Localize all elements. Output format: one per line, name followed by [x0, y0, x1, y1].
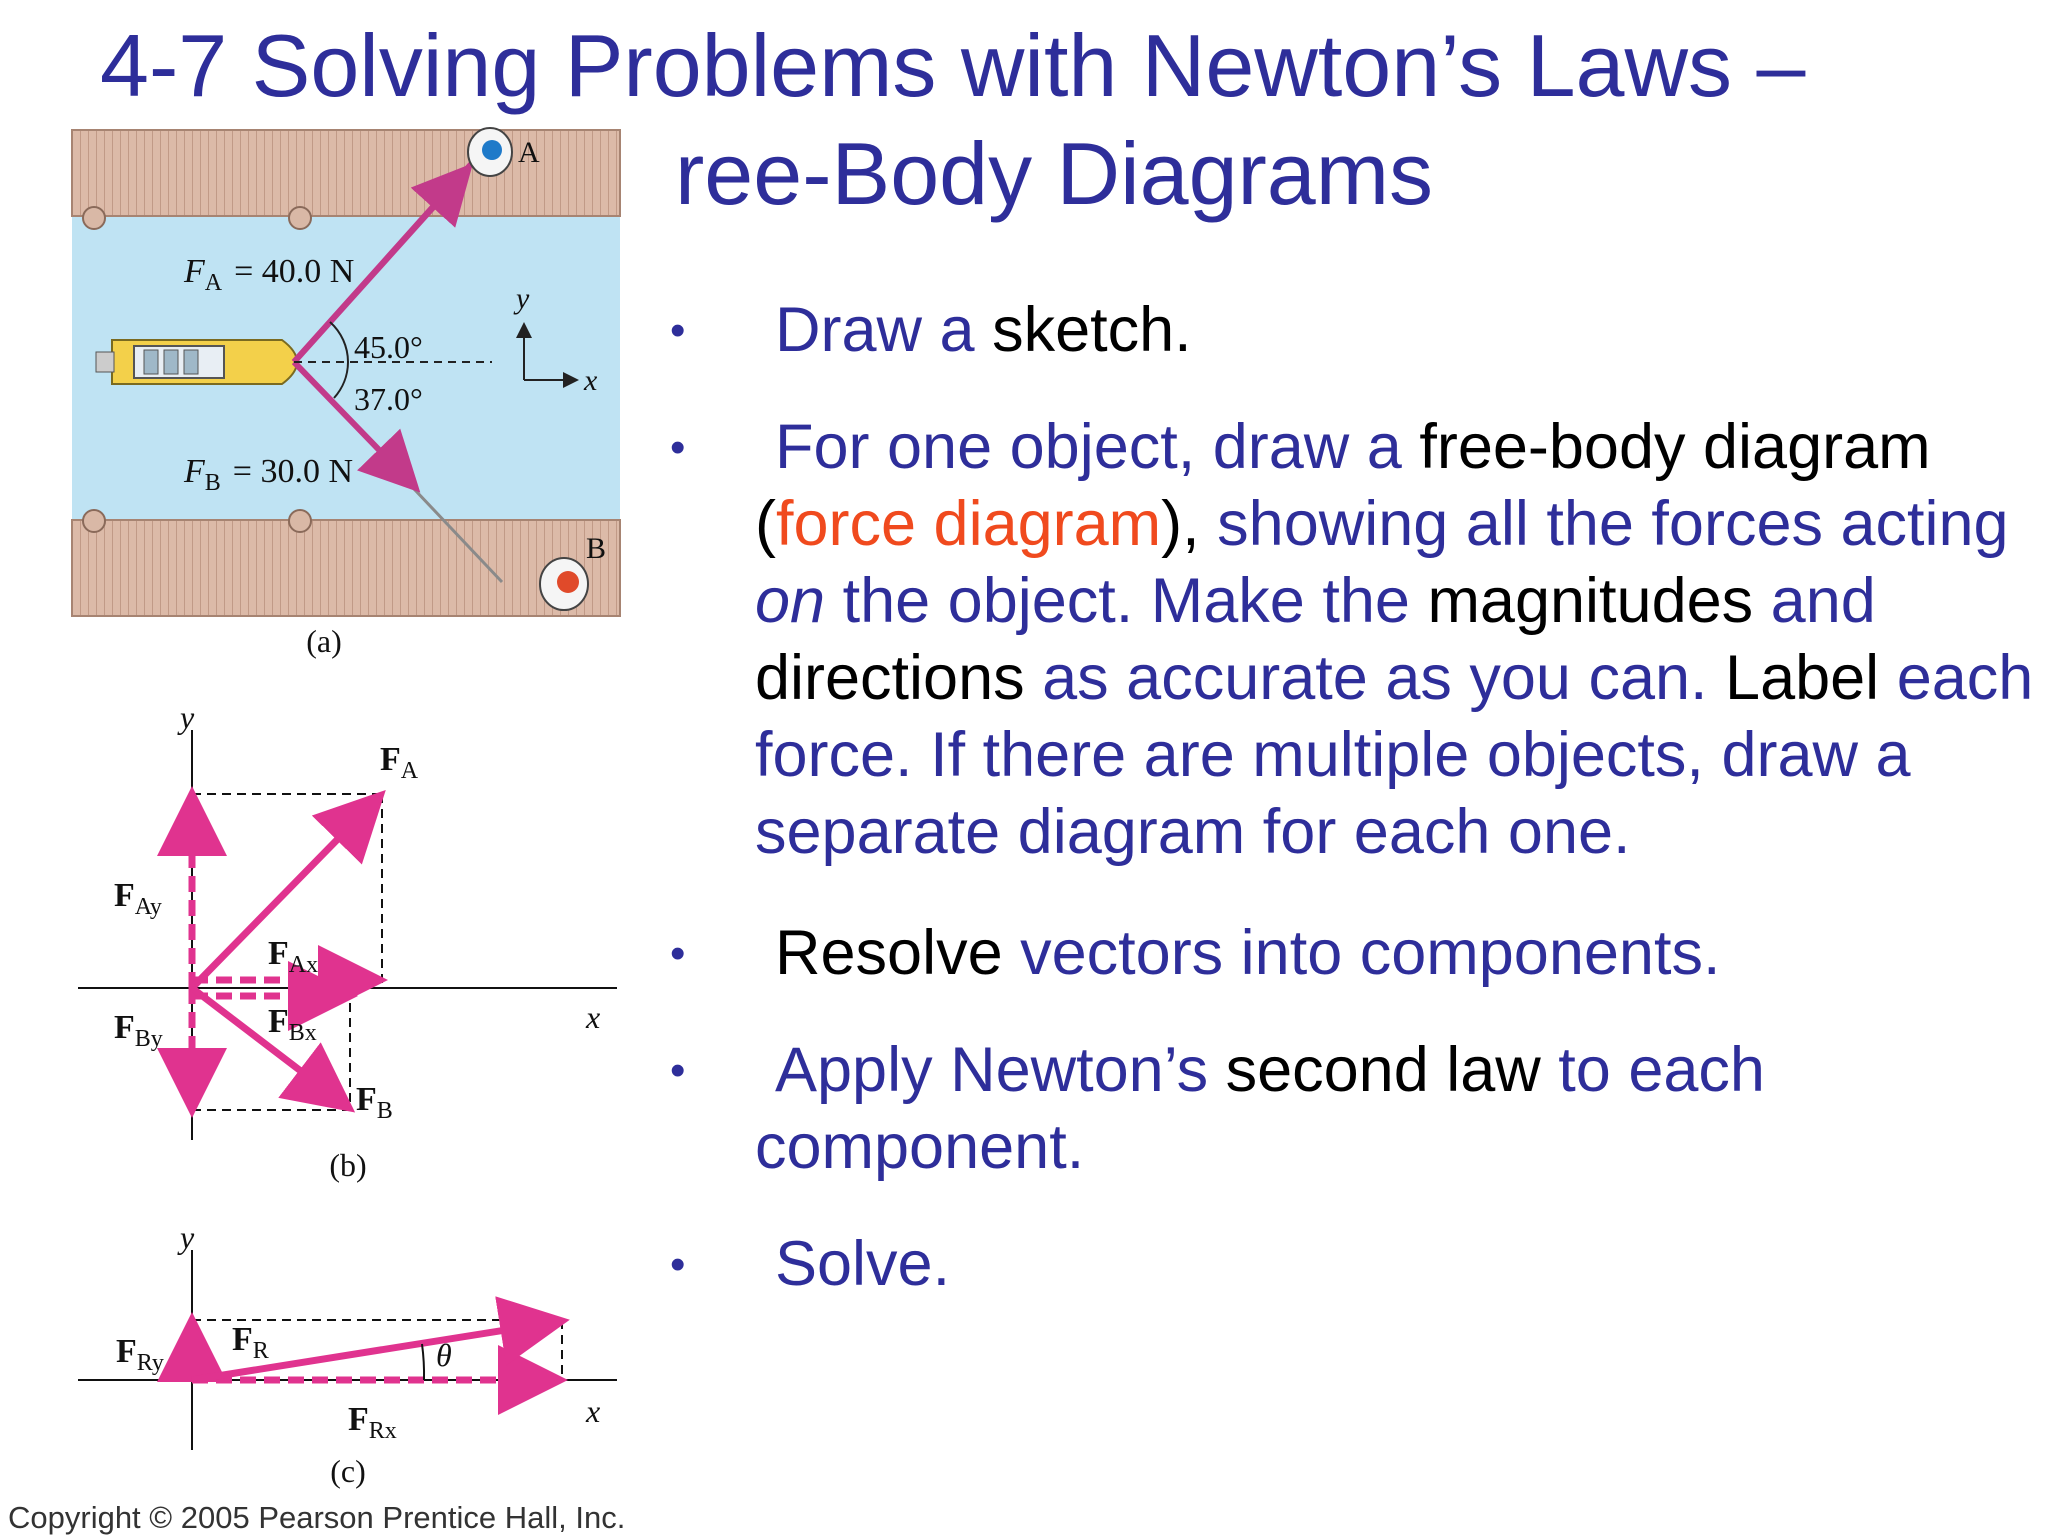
bullet-text: For one object, draw a free-body diagram (force diagram), showing all the forces acting on the object. Make the magnitudes and directions as accurate as you can. Label each force. If there are multiple objects, draw a separate diagram for each one.	[755, 412, 2034, 867]
theta-arc	[422, 1344, 424, 1380]
theta-label: θ	[436, 1337, 452, 1373]
bullet-item-sketch	[670, 292, 2040, 369]
bullet-dot: •	[670, 423, 686, 472]
axis-x-label: x	[584, 364, 598, 397]
bullet-text: Draw a sketch.	[775, 295, 1192, 365]
fb-label: $F_B = 30.0$ N	[184, 453, 354, 496]
boat	[96, 340, 297, 384]
bullet-item-newton	[670, 1032, 2040, 1186]
fry-label: $F_{Ry}$	[116, 1333, 164, 1376]
dock-post	[289, 207, 311, 229]
bullet-text: Solve.	[775, 1229, 951, 1299]
fr-label: $F_R$	[232, 1321, 269, 1364]
caption-a: (a)	[306, 623, 342, 659]
dock-bottom	[72, 520, 620, 616]
dock-post	[83, 207, 105, 229]
axis-x-label: x	[586, 999, 601, 1035]
axis-y-label: y	[180, 1219, 195, 1255]
fb-label: $F_B$	[356, 1081, 393, 1124]
bullet-dot: •	[670, 1046, 686, 1095]
frx-label: $F_{Rx}$	[348, 1401, 397, 1444]
copyright-notice: Copyright © 2005 Pearson Prentice Hall, Inc.	[8, 1500, 626, 1535]
fby-label: $F_{By}$	[114, 1009, 163, 1052]
angle-lower-label: 37.0°	[354, 381, 423, 417]
point-a-label: A	[518, 136, 540, 169]
fay-label: $F_{Ay}$	[114, 877, 162, 920]
fax-label: $F_{Ax}$	[268, 935, 319, 978]
axis-y-label: y	[180, 699, 195, 735]
bullet-text: Apply Newton’s second law to each component.	[755, 1035, 1765, 1182]
axis-x-label: x	[586, 1393, 601, 1429]
figure-a-boat-sketch	[72, 122, 624, 659]
caption-c: (c)	[330, 1453, 366, 1489]
slide-title-line2: ree-Body Diagrams	[675, 124, 1434, 223]
bullet-item-solve	[670, 1226, 2040, 1303]
point-b-label: B	[586, 532, 607, 565]
bullet-dot: •	[670, 929, 686, 978]
bullet-dot: •	[670, 1240, 686, 1289]
fa-label: $F_A$	[380, 741, 419, 784]
bullet-item-resolve	[670, 915, 2040, 992]
fbx-label: $F_{Bx}$	[268, 1003, 317, 1046]
person-b	[540, 558, 588, 610]
axis-y-label: y	[516, 282, 530, 315]
person-a	[468, 128, 512, 176]
bullet-item-free-body	[670, 409, 2040, 871]
bullet-dot: •	[670, 306, 686, 355]
dock-post	[83, 510, 105, 532]
slide-title-line1: 4-7 Solving Problems with Newton’s Laws –	[100, 16, 1806, 115]
fa-label: $F_A = 40.0$ N	[184, 253, 355, 296]
dock-post	[289, 510, 311, 532]
figure-c-resultant	[72, 1220, 624, 1495]
bullet-list	[670, 292, 2040, 1303]
bullet-text: Resolve vectors into components.	[775, 918, 1721, 988]
figure-b-components	[72, 700, 624, 1192]
angle-upper-label: 45.0°	[354, 329, 423, 365]
caption-b: (b)	[329, 1147, 367, 1183]
